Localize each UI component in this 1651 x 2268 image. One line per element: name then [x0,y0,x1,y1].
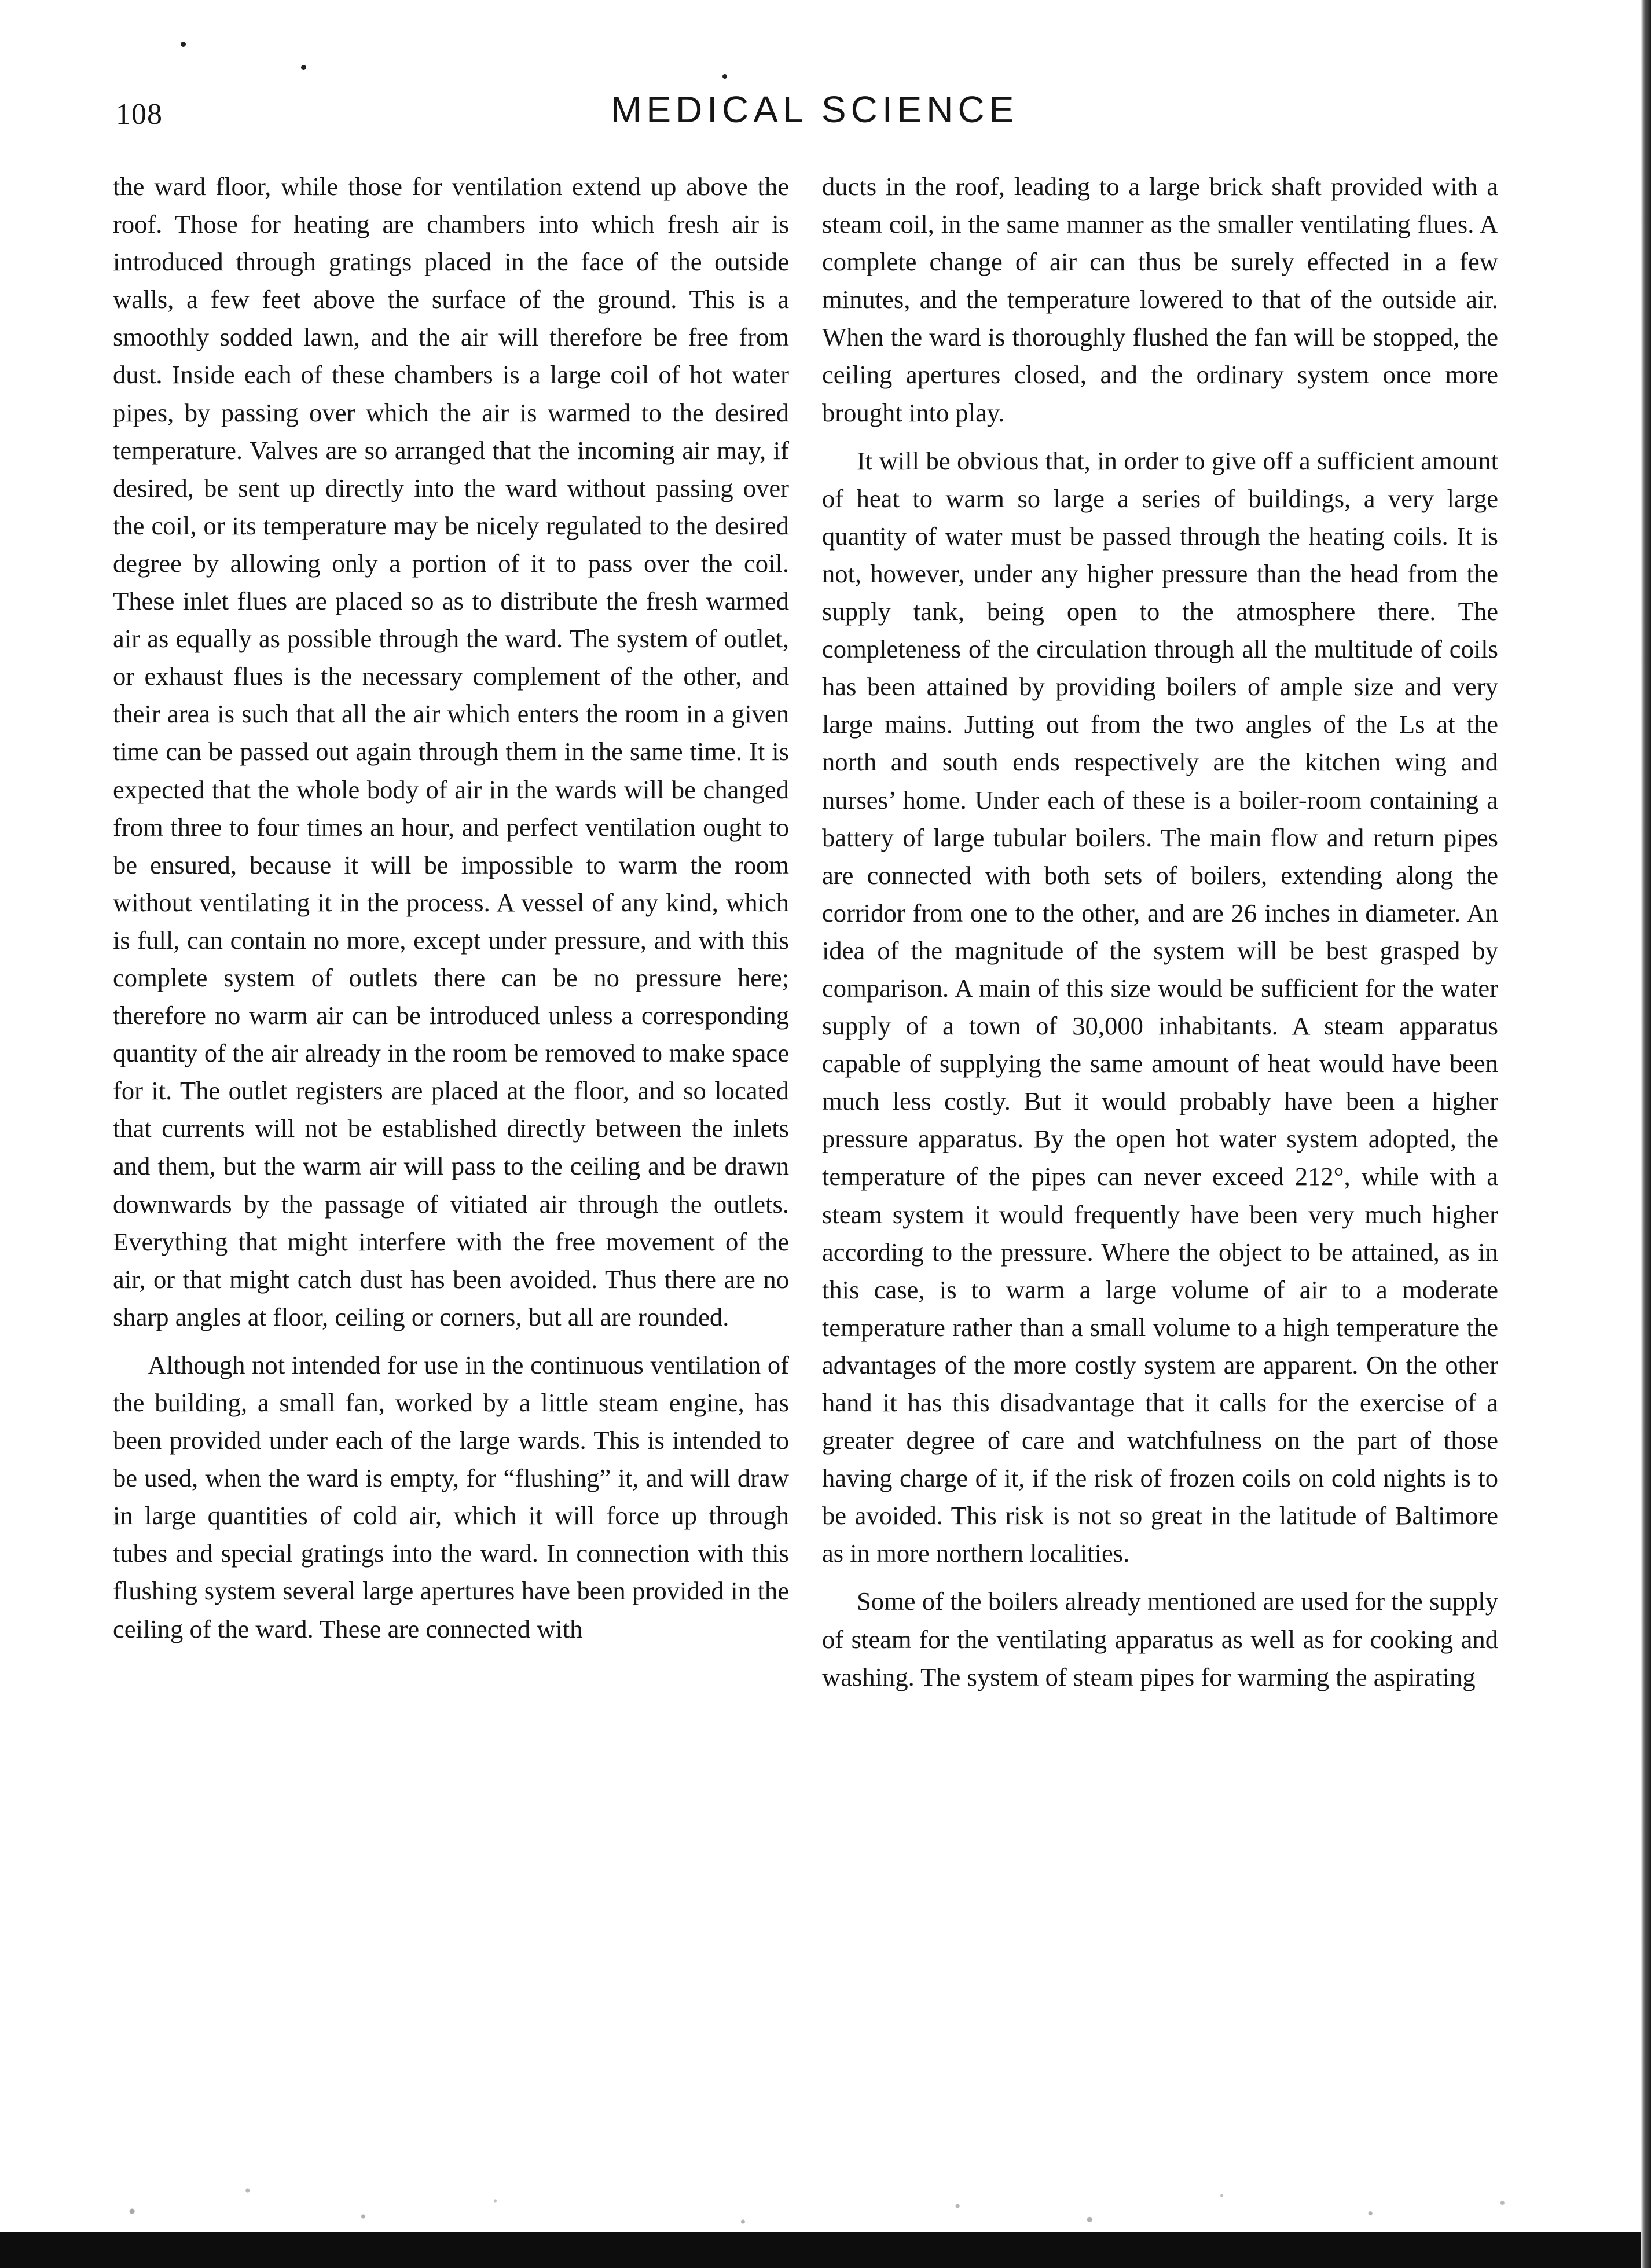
paragraph: Although not intended for use in the continuous ventilation of the building, a small fan, worked by a little steam engine, has been provided under each of the large wards. This is intended to be used, when the ward is empty, for “flushing” it, and will draw in large quantities of cold air, which it will force up through tubes and special gratings into the ward. In connection with this flushing system several large apertures have been provided in the ceiling of the ward. These are connected with [113,1350,789,1643]
paragraph: It will be obvious that, in order to give off a sufficient amount of heat to warm so large a series of buildings, a very large quantity of water must be passed through the heating coils. It is not, however, under any higher pressure than the head from the supply tank, being open to the atmosphere there. The completeness of the circulation through all the multitude of coils has been attained by providing boilers of ample size and very large mains. Jutting out from the two angles of the Ls at the north and south ends respectively are the kitchen wing and nurses’ home. Under each of these is a boiler-room containing a battery of large tubular boilers. The main flow and return pipes are connected with both sets of boilers, extending along the corridor from one to the other, and are 26 inches in diameter. An idea of the magnitude of the system will be best grasped by comparison. A main of this size would be sufficient for the water supply of a town of 30,000 inhabitants. A steam apparatus capable of supplying the same amount of heat would have been much less costly. But it would probably have been a higher pressure apparatus. By the open hot water system adopted, the temperature of the pipes can never exceed 212°, while with a steam system it would frequently have been very much higher according to the pressure. Where the object to be attained, as in this case, is to warm a large volume of air to a moderate temperature rather than a small volume to a high temperature the advantages of the more costly system are apparent. On the other hand it has this disadvantage that it calls for the exercise of a greater degree of care and watchfulness on the part of those having charge of it, if the risk of frozen coils on cold nights is to be avoided. This risk is not so great in the latitude of Baltimore as in more northern localities. [822,446,1498,1568]
scan-speck [181,42,186,47]
paragraph: ducts in the roof, leading to a large brick shaft provided with a steam coil, in the same manner as the smaller ventilating flues. A complete change of air can thus be surely effected in a few minutes, and the temperature lowered to that of the outside air. When the ward is thoroughly flushed the fan will be stopped, the ceiling apertures closed, and the ordinary system once more brought into play. [822,172,1498,427]
running-head: MEDICAL SCIENCE [611,89,1019,130]
scan-speck [722,74,727,79]
paragraph: the ward floor, while those for ventilation extend up above the roof. Those for heating are chambers into which fresh air is introduced through gratings placed in the face of the outside walls, a few feet above the surface of the ground. This is a smoothly sodded lawn, and the air will therefore be free from dust. Inside each of these chambers is a large coil of hot water pipes, by passing over which the air is warmed to the desired temperature. Valves are so arranged that the incoming air may, if desired, be sent up directly into the ward without passing over the coil, or its temperature may be nicely regulated to the desired degree by allowing only a portion of it to pass over the coil. These inlet flues are placed so as to distribute the fresh warmed air as equally as possible through the ward. The system of outlet, or exhaust flues is the necessary complement of the other, and their area is such that all the air which enters the room in a given time can be passed out again through them in the same time. It is expected that the whole body of air in the wards will be changed from three to four times an hour, and perfect ventilation ought to be ensured, because it will be impossible to warm the room without ventilating it in the process. A vessel of any kind, which is full, can contain no more, except under pressure, and with this complete system of outlets there can be no pressure here; therefore no warm air can be introduced unless a corresponding quantity of the air already in the room be removed to make space for it. The outlet registers are placed at the floor, and so located that currents will not be established directly between the inlets and them, but the warm air will pass to the ceiling and be drawn downwards by the passage of vitiated air through the outlets. Everything that might interfere with the free movement of the air, or that might catch dust has been avoided. Thus there are no sharp angles at floor, ceiling or corners, but all are rounded. [113,172,789,1331]
scan-bottom-border [0,2232,1651,2268]
scan-noise [0,2128,1651,2232]
scan-speck [301,65,306,70]
scan-right-border [1641,0,1651,2268]
right-column [822,168,1498,1696]
left-column [113,168,789,1648]
page-number: 108 [116,98,163,131]
paragraph: Some of the boilers already mentioned are used for the supply of steam for the ventilating apparatus as well as for cooking and washing. The system of steam pipes for warming the aspirating [822,1587,1498,1691]
